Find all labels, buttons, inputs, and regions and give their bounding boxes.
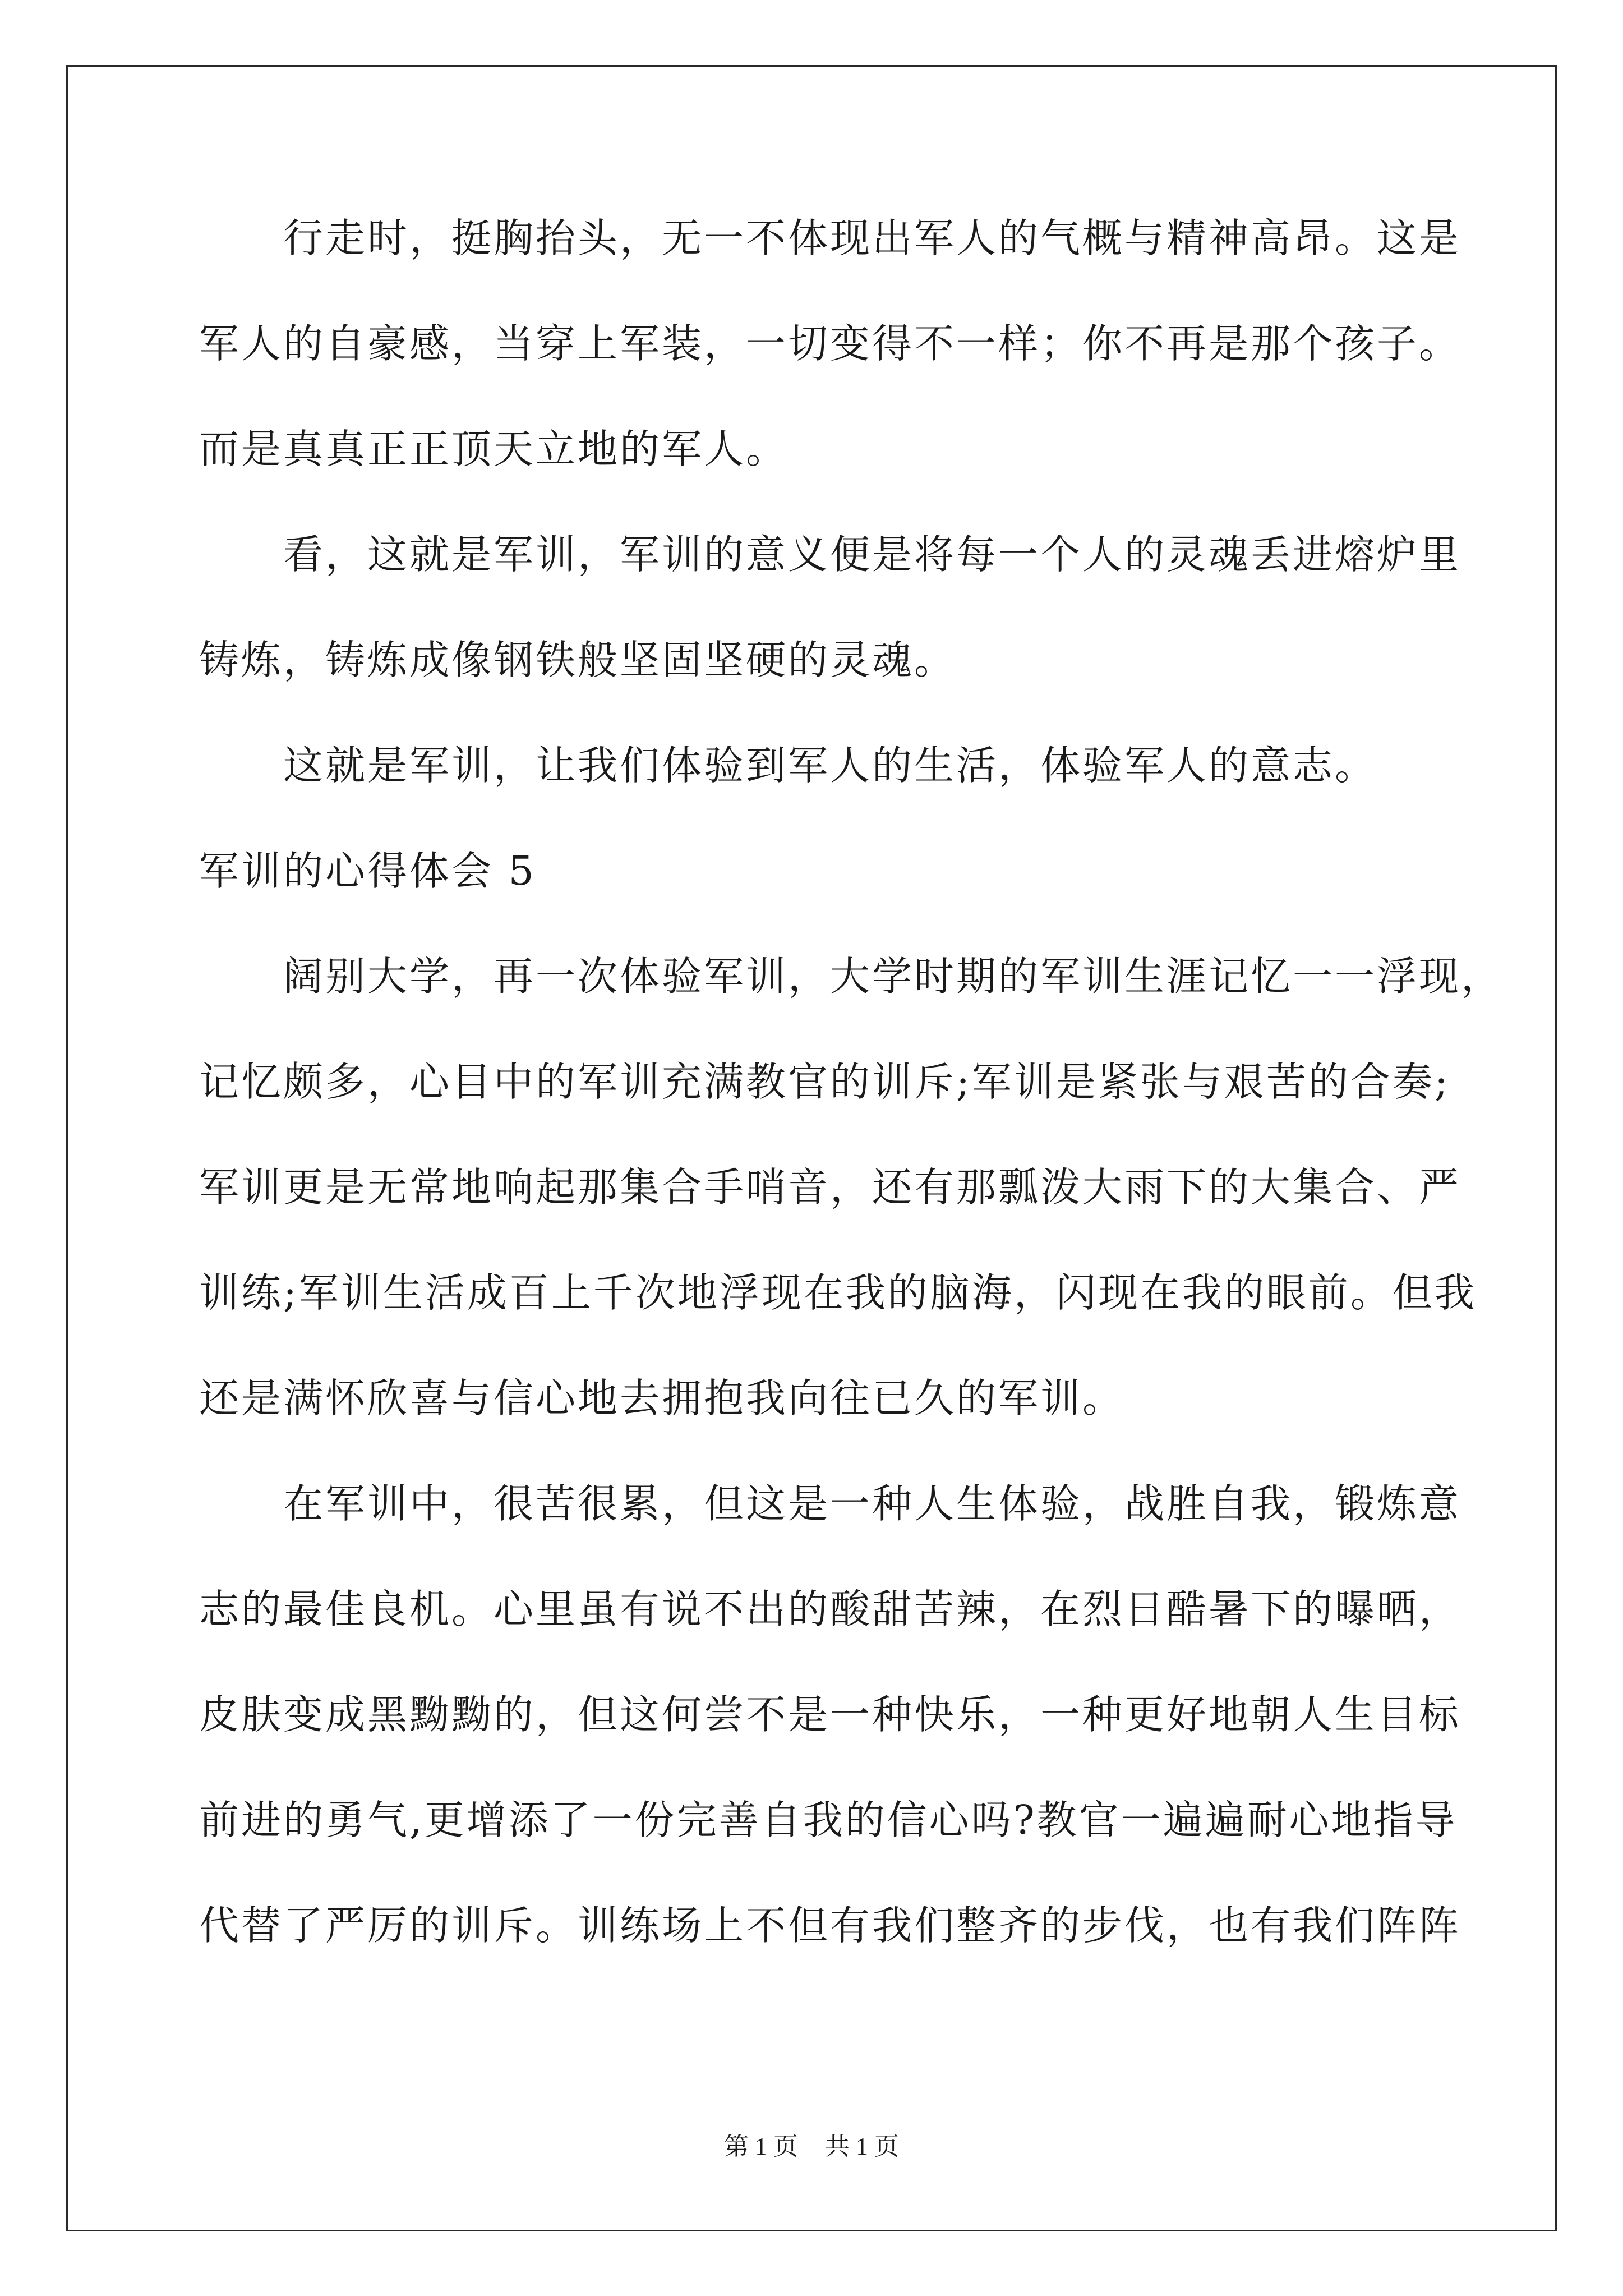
page-footer xyxy=(0,2126,1623,2162)
paragraph-line: 记忆颇多，心目中的军训充满教官的训斥;军训是紧张与艰苦的合奏; xyxy=(199,1059,1450,1105)
paragraph-line: 而是真真正正顶天立地的军人。 xyxy=(199,426,789,472)
paragraph-line: 训练;军训生活成百上千次地浮现在我的脑海，闪现在我的眼前。但我 xyxy=(199,1269,1477,1316)
paragraph-line: 阔别大学，再一次体验军训，大学时期的军训生涯记忆一一浮现， xyxy=(283,953,1504,1000)
page-number: 第 1 页 xyxy=(724,2133,798,2160)
paragraph-line: 铸炼，铸炼成像钢铁般坚固坚硬的灵魂。 xyxy=(199,637,957,683)
paragraph-line: 行走时，挺胸抬头，无一不体现出军人的气概与精神高昂。这是 xyxy=(283,215,1461,261)
page-total: 共 1 页 xyxy=(825,2133,899,2160)
section-heading: 军训的心得体会 5 xyxy=(199,848,536,894)
paragraph-line: 志的最佳良机。心里虽有说不出的酸甜苦辣，在烈日酷暑下的曝晒， xyxy=(199,1586,1461,1632)
paragraph-line: 看，这就是军训，军训的意义便是将每一个人的灵魂丢进熔炉里 xyxy=(283,531,1461,578)
paragraph-line: 代替了严厉的训斥。训练场上不但有我们整齐的步伐，也有我们阵阵 xyxy=(199,1902,1461,1949)
paragraph-line: 前进的勇气,更增添了一份完善自我的信心吗?教官一遍遍耐心地指导 xyxy=(199,1797,1458,1843)
paragraph-line: 还是满怀欣喜与信心地去拥抱我向往已久的军训。 xyxy=(199,1375,1125,1421)
paragraph-line: 军人的自豪感，当穿上军装，一切变得不一样；你不再是那个孩子。 xyxy=(199,320,1461,367)
paragraph-line: 军训更是无常地响起那集合手哨音，还有那瓢泼大雨下的大集合、严 xyxy=(199,1164,1461,1211)
paragraph-line: 这就是军训，让我们体验到军人的生活，体验军人的意志。 xyxy=(283,742,1377,789)
paragraph-line: 皮肤变成黑黝黝的，但这何尝不是一种快乐，一种更好地朝人生目标 xyxy=(199,1691,1461,1738)
paragraph-line: 在军训中，很苦很累，但这是一种人生体验，战胜自我，锻炼意 xyxy=(283,1480,1461,1527)
